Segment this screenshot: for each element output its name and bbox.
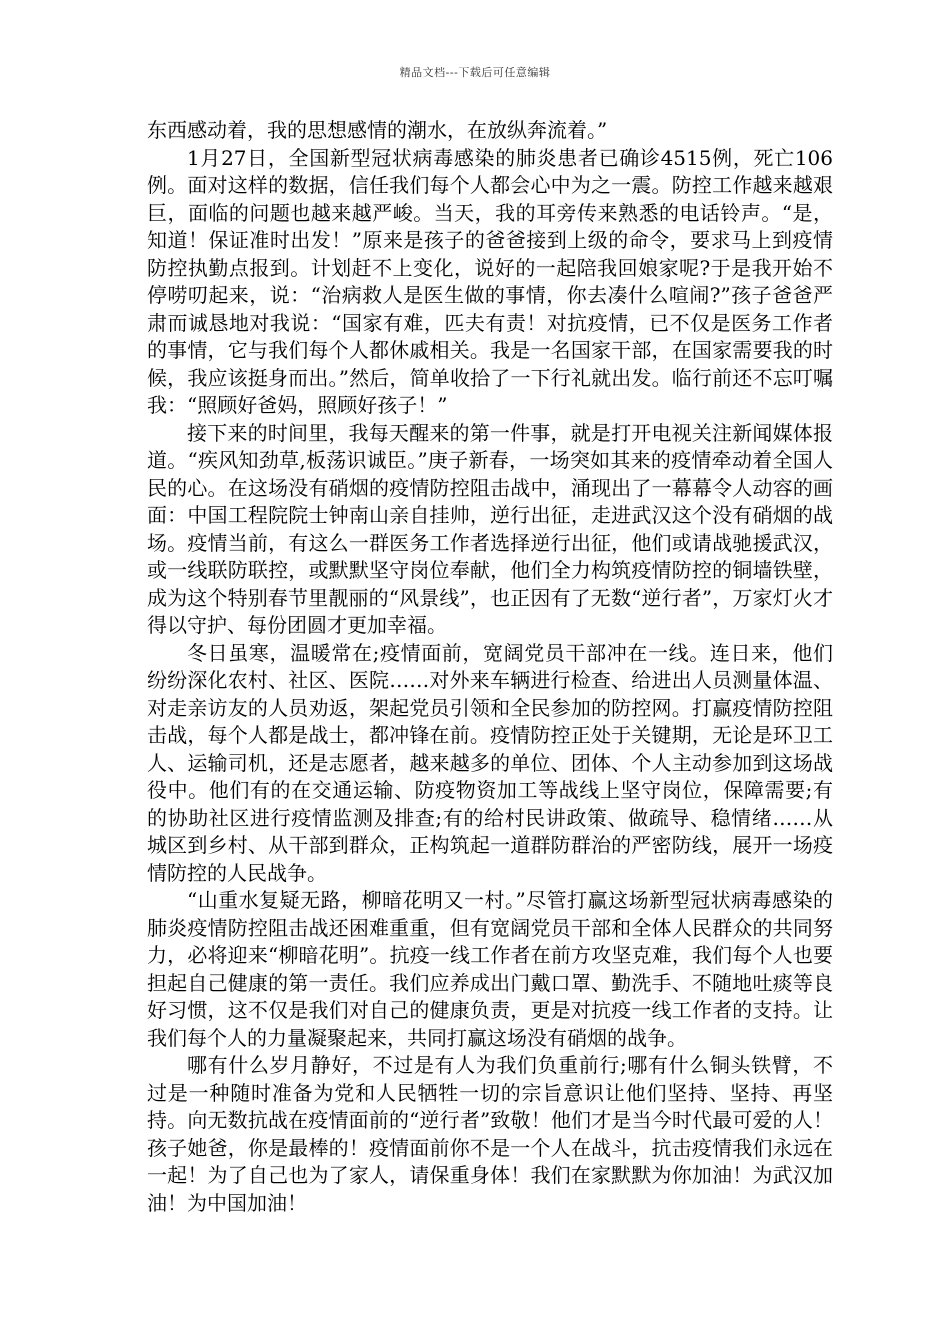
running-header: 精品文档---下载后可任意编辑	[399, 66, 551, 79]
document-body	[147, 117, 833, 1217]
paragraph-continuation: 东西感动着，我的思想感情的潮水，在放纵奔流着。”	[147, 118, 608, 142]
paragraph-tribute: 哪有什么岁月静好，不过是有人为我们负重前行;哪有什么铜头铁臂，不过是一种随时准备为党和人民牺牲一切的宗旨意识让他们坚持、坚持、再坚持。向无数抗战在疫情面前的“逆行者”致敬！他们才是当今时代最可爱的人！孩子她爸，你是最棒的！疫情面前你不是一个人在战斗，抗击疫情我们永远在一起！为了自己也为了家人，请保重身体！我们在家默默为你加油！为武汉加油！为中国加油！	[147, 1053, 833, 1215]
paragraph-personal-responsibility: “山重水复疑无路，柳暗花明又一村。”尽管打赢这场新型冠状病毒感染的肺炎疫情防控阻击战还困难重重，但有宽阔党员干部和全体人民群众的共同努力，必将迎来“柳暗花明”。抗疫一线工作者在前方攻坚克难，我们每个人也要担起自己健康的第一责任。我们应养成出门戴口罩、勤洗手、不随地吐痰等良好习惯，这不仅是我们对自己的健康负责，更是对抗疫一线工作者的支持。让我们每个人的力量凝聚起来，共同打赢这场没有硝烟的战争。	[147, 888, 833, 1050]
paragraph-news-reports: 接下来的时间里，我每天醒来的第一件事，就是打开电视关注新闻媒体报道。“疾风知劲草,板荡识诚臣。”庚子新春，一场突如其来的疫情牵动着全国人民的心。在这场没有硝烟的疫情防控阻击战中，涌现出了一幕幕令人动容的画面：中国工程院院士钟南山亲自挂帅，逆行出征，走进武汉这个没有硝烟的战场。疫情当前，有这么一群医务工作者选择逆行出征，他们或请战驰援武汉，或一线联防联控，或默默坚守岗位奉献，他们全力构筑疫情防控的铜墙铁壁，成为这个特别春节里靓丽的“风景线”，也正因有了无数“逆行者”，万家灯火才得以守护、每份团圆才更加幸福。	[147, 420, 833, 637]
paragraph-case-numbers: 1月27日，全国新型冠状病毒感染的肺炎患者已确诊4515例，死亡106例。面对这样的数据，信任我们每个人都会心中为之一震。防控工作越来越艰巨，面临的问题也越来越严峻。当天，我的耳旁传来熟悉的电话铃声。“是，知道！保证准时出发！”原来是孩子的爸爸接到上级的命令，要求马上到疫情防控执勤点报到。计划赶不上变化，说好的一起陪我回娘家呢?于是我开始不停唠叨起来，说：“治病救人是医生做的事情，你去凑什么喧闹?”孩子爸爸严肃而诚恳地对我说：“国家有难，匹夫有责！对抗疫情，已不仅是医务工作者的事情，它与我们每个人都休戚相关。我是一名国家干部，在国家需要我的时候，我应该挺身而出。”然后，简单收拾了一下行礼就出发。临行前还不忘叮嘱我：“照顾好爸妈，照顾好孩子！”	[147, 145, 833, 417]
paragraph-party-members: 冬日虽寒，温暖常在;疫情面前，宽阔党员干部冲在一线。连日来，他们纷纷深化农村、社区、医院……对外来车辆进行检查、给进出人员测量体温、对走亲访友的人员劝返，架起党员引领和全民参加的防控网。打赢疫情防控阻击战，每个人都是战士，都冲锋在前。疫情防控正处于关键期，无论是环卫工人、运输司机，还是志愿者，越来越多的单位、团体、个人主动参加到这场战役中。他们有的在交通运输、防疫物资加工等战线上坚守岗位，保障需要;有的协助社区进行疫情监测及排查;有的给村民讲政策、做疏导、稳情绪……从城区到乡村、从干部到群众，正构筑起一道群防群治的严密防线，展开一场疫情防控的人民战争。	[147, 640, 833, 885]
